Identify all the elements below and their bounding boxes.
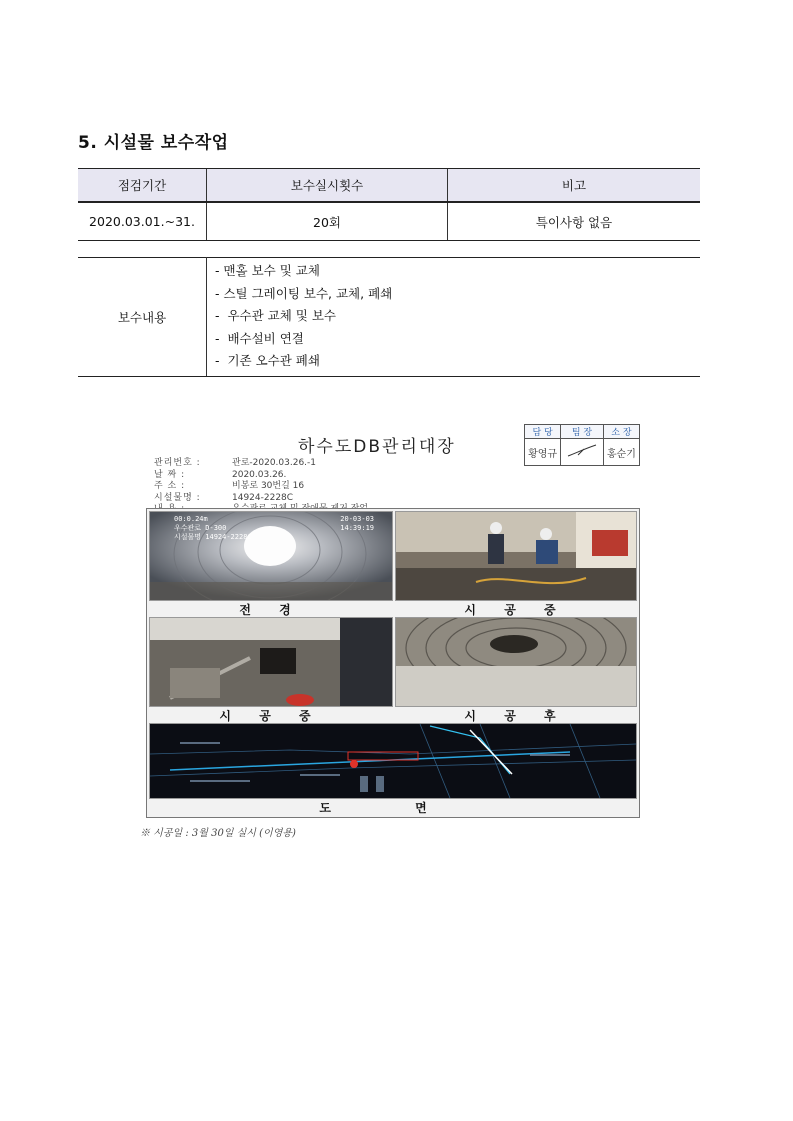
repair-content-list xyxy=(207,258,701,377)
info-value: 비봉로 30번길 16 xyxy=(232,481,305,491)
summary-header-row xyxy=(78,169,700,203)
drawing-map xyxy=(149,723,637,799)
list-item: - 스틸 그레이팅 보수, 교체, 폐쇄 xyxy=(215,285,393,301)
overlay-text: 우수관로 D-300 xyxy=(174,524,227,532)
workers-photo-icon xyxy=(396,512,636,600)
list-item: - 기존 오수관 폐쇄 xyxy=(215,353,320,368)
header-remarks: 비고 xyxy=(448,169,701,203)
photo-overlay-left xyxy=(174,515,252,542)
info-key: 시설물명 : xyxy=(154,492,201,503)
list-item: - 우수관 교체 및 보수 xyxy=(215,308,336,323)
caption-after: 시 공 후 xyxy=(464,709,568,723)
photo-during-2 xyxy=(149,617,393,707)
info-key: 주 소 : xyxy=(154,481,186,491)
repair-content-table xyxy=(78,257,700,377)
info-value: 2020.03.26. xyxy=(232,469,287,480)
signature-team-lead xyxy=(561,439,604,466)
info-value: 관로-2020.03.26.-1 xyxy=(232,458,317,468)
info-row xyxy=(154,481,368,493)
photo-grid xyxy=(146,508,640,818)
cad-drawing-icon xyxy=(150,724,636,798)
info-key: 관리번호 : xyxy=(154,458,201,468)
ledger-info xyxy=(154,458,368,516)
excavation-photo-icon xyxy=(150,618,392,706)
signature-staff: 황영규 xyxy=(525,439,561,466)
signature-director: 홍순기 xyxy=(603,439,639,466)
approval-header-team-lead: 팀 장 xyxy=(561,425,604,439)
sewer-db-ledger-scan xyxy=(140,420,640,850)
header-inspection-period: 점검기간 xyxy=(78,169,207,203)
summary-data-row xyxy=(78,202,700,241)
header-repair-count: 보수실시횟수 xyxy=(207,169,448,203)
info-row xyxy=(154,493,368,505)
handwritten-note: ※ 시공일 : 3월 30일 실시 (이영용) xyxy=(140,828,296,839)
repair-count-value: 20회 xyxy=(207,202,448,241)
photo-during-1 xyxy=(395,511,637,601)
list-item: - 배수설비 연결 xyxy=(215,330,304,346)
info-value: 14924-2228C xyxy=(232,492,294,503)
overlay-text: 20-03-03 xyxy=(340,515,374,523)
photo-after xyxy=(395,617,637,707)
photo-before xyxy=(149,511,393,601)
caption-during-1: 시 공 중 xyxy=(464,603,568,617)
info-row xyxy=(154,458,368,470)
info-row xyxy=(154,470,368,482)
caption-drawing: 도 면 xyxy=(319,801,467,815)
caption-during-2: 시 공 중 xyxy=(219,709,323,723)
approval-stamp-box xyxy=(524,424,640,466)
list-item: - 맨홀 보수 및 교체 xyxy=(215,263,320,278)
photo-overlay-right xyxy=(340,515,374,533)
remarks-value: 특이사항 없음 xyxy=(448,202,701,241)
approval-header-director: 소 장 xyxy=(603,425,639,439)
overlay-text: 14:39:19 xyxy=(340,524,374,532)
inspection-period-value: 2020.03.01.~31. xyxy=(78,202,207,241)
info-key: 날 짜 : xyxy=(154,469,186,480)
summary-table xyxy=(78,168,700,241)
ledger-title: 하수도DB관리대장 xyxy=(298,437,456,457)
approval-header-staff: 담 당 xyxy=(525,425,561,439)
overlay-text: 시설물명 14924-2228C xyxy=(174,533,252,541)
repair-content-label: 보수내용 xyxy=(78,258,207,377)
signature-scribble-icon xyxy=(562,441,602,461)
caption-before: 전 경 xyxy=(239,603,303,617)
overlay-text: 00:0.24m xyxy=(174,515,208,523)
pipe-after-photo-icon xyxy=(396,618,636,706)
section-title: 5. 시설물 보수작업 xyxy=(78,133,229,153)
